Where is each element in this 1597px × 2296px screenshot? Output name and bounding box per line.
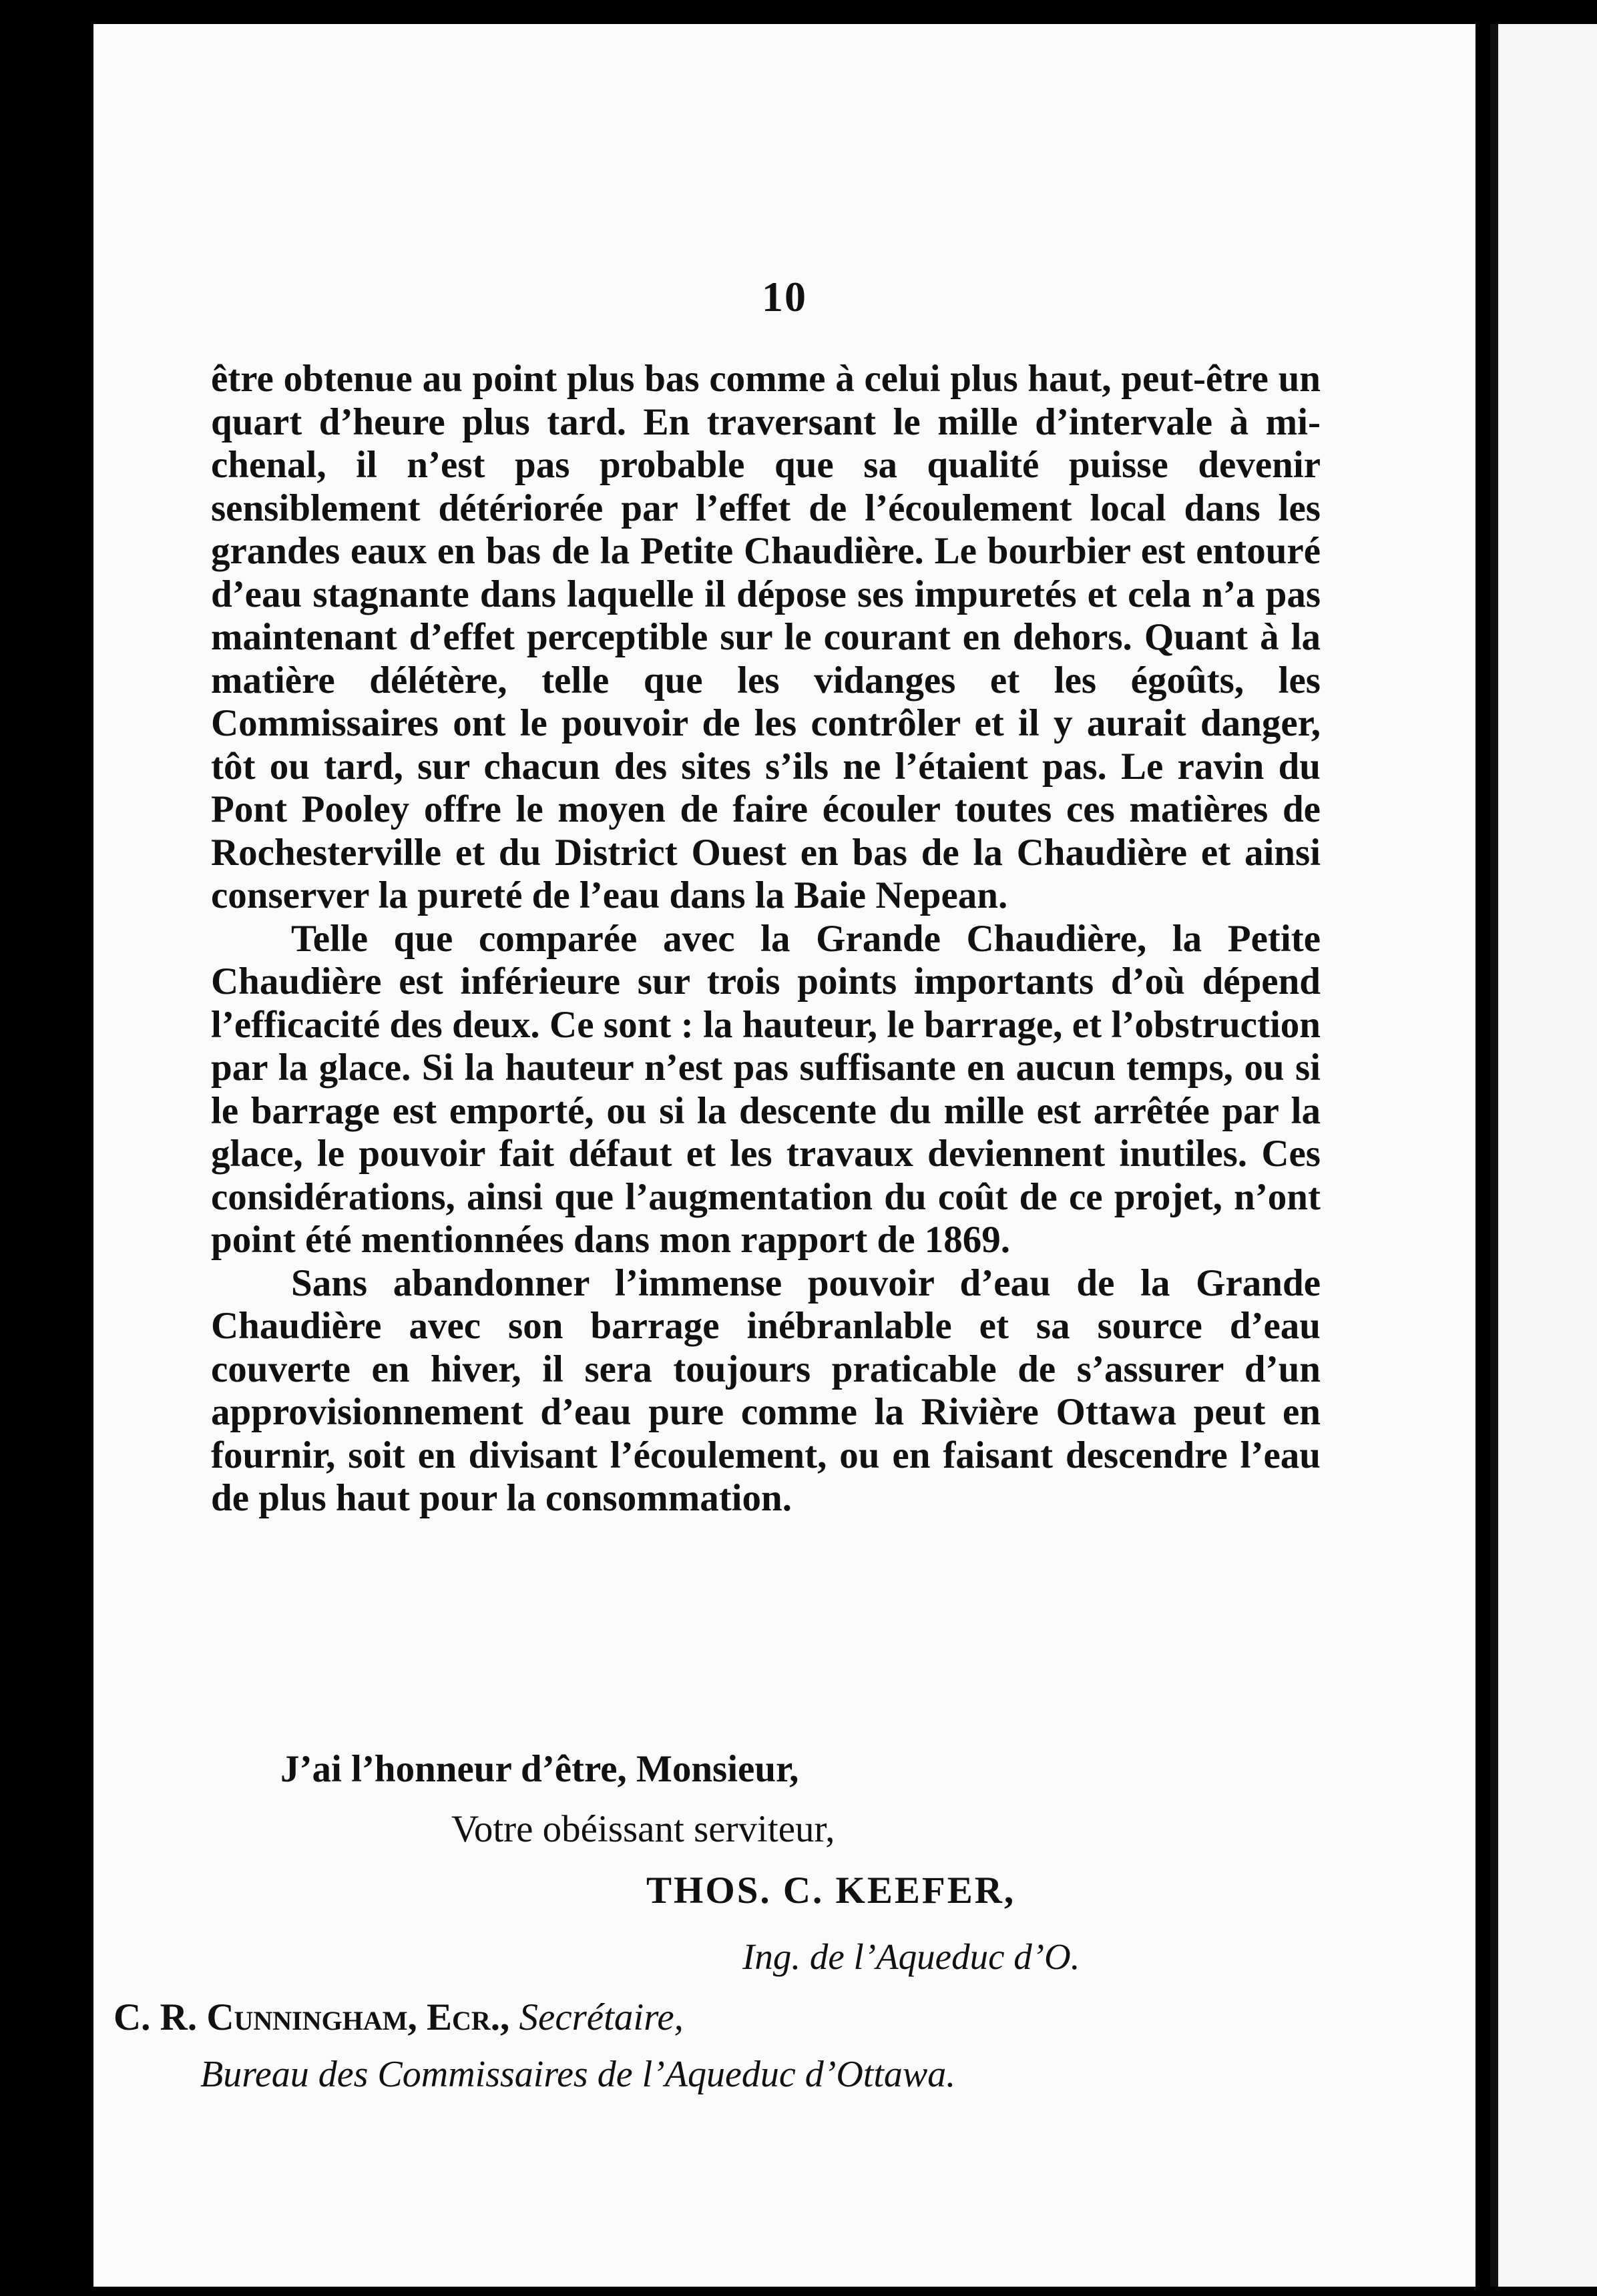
addressee-office: Bureau des Commissaires de l’Aqueduc d’Ottawa. xyxy=(200,2054,956,2095)
adjacent-page-edge xyxy=(1490,24,1597,2287)
complimentary-close: Votre obéissant serviteur, xyxy=(451,1808,835,1850)
paragraph-2: Telle que comparée avec la Grande Chaudière, la Petite Chaudière est inférieure sur trois points importants d’où dépend l’efficacité des deux. Ce sont : la hauteur, le barrage, et l’obstruction par la glace. Si la hauteur n’est pas suffisante en aucun temps, ou si le barrage est emporté, ou si la descente du mille est arrêtée par la glace, le pouvoir fait défaut et les travaux deviennent inutiles. Ces considérations, ainsi que l’augmentation du coût de ce projet, n’ont point été mentionnées dans mon rapport de 1869. xyxy=(211,917,1321,1261)
paragraph-1: être obtenue au point plus bas comme à celui plus haut, peut-être un quart d’heure plus tard. En traversant le mille d’intervale à mi-chenal, il n’est pas probable que sa qualité puisse devenir sensiblement détériorée par l’effet de l’écoulement local dans les grandes eaux en bas de la Petite Chaudière. Le bourbier est entouré d’eau stagnante dans laquelle il dépose ses impuretés et cela n’a pas maintenant d’effet perceptible sur le courant en dehors. Quant à la matière délétère, telle que les vidanges et les égoûts, les Commissaires ont le pouvoir de les contrôler et il y aurait danger, tôt ou tard, sur chacun des sites s’ils ne l’étaient pas. Le ravin du Pont Pooley offre le moyen de faire écouler toutes ces matières de Rochesterville et du District Ouest en bas de la Chaudière et ainsi conserver la pureté de l’eau dans la Baie Nepean. xyxy=(211,358,1321,916)
signature: THOS. C. KEEFER, xyxy=(646,1870,1016,1912)
addressee-name: C. R. Cunningham, Ecr., xyxy=(113,1996,510,2038)
addressee-role: Secrétaire, xyxy=(519,1996,684,2038)
signer-title: Ing. de l’Aqueduc d’O. xyxy=(742,1936,1080,1977)
letter-body xyxy=(211,358,1321,1520)
paragraph-3: Sans abandonner l’immense pouvoir d’eau de la Grande Chaudière avec son barrage inébranlable et sa source d’eau couverte en hiver, il sera toujours praticable de s’assurer d’un approvisionnement d’eau pure comme la Rivière Ottawa peut en fournir, soit en divisant l’écoulement, ou en faisant descendre l’eau de plus haut pour la consommation. xyxy=(211,1261,1321,1519)
page-number: 10 xyxy=(762,273,807,320)
addressee xyxy=(113,1996,684,2039)
page-divider xyxy=(1490,24,1498,2287)
salutation: J’ai l’honneur d’être, Monsieur, xyxy=(280,1748,799,1790)
